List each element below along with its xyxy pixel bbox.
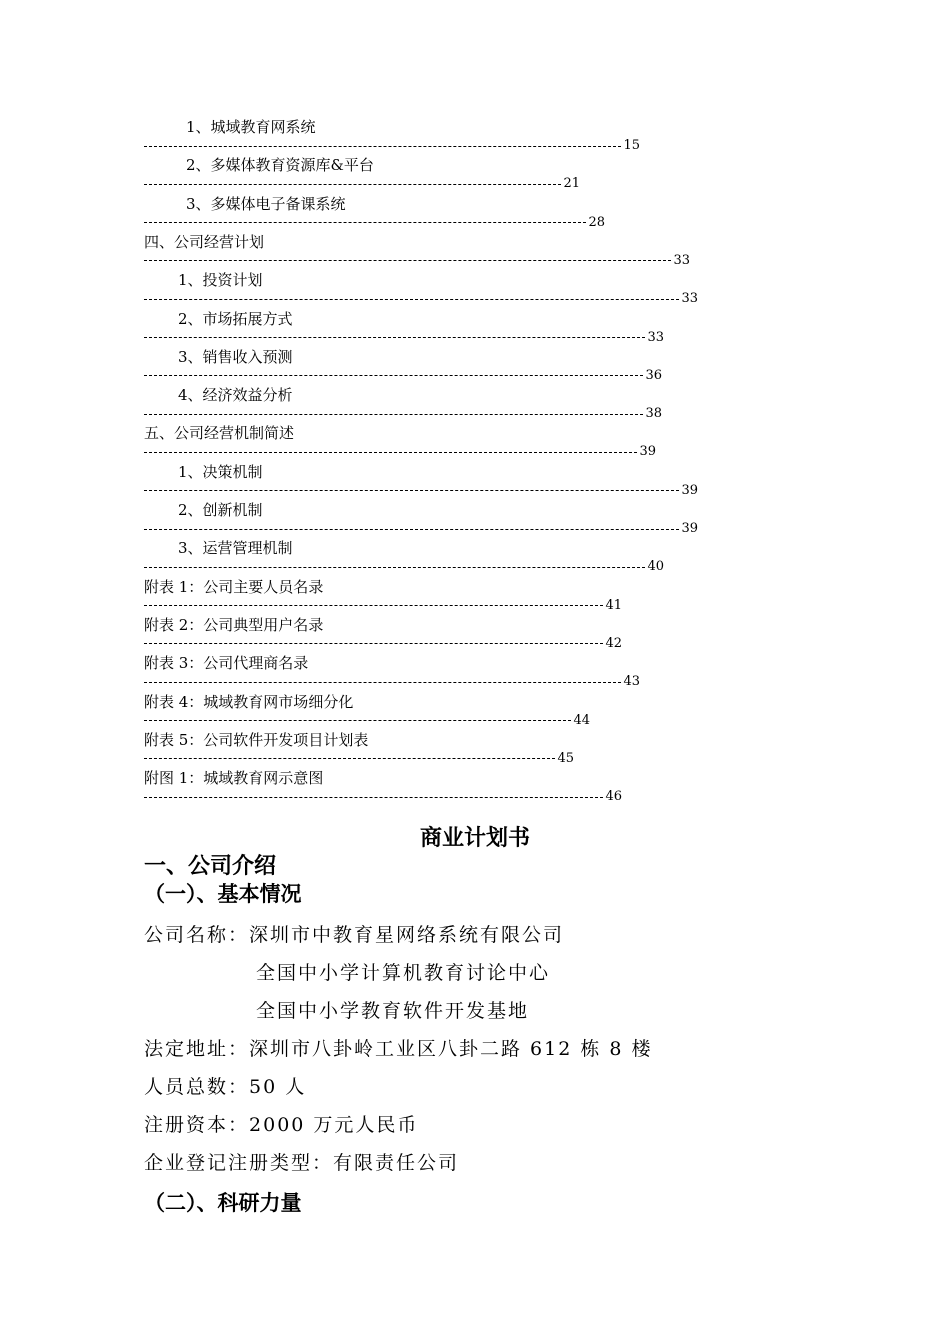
document-title: 商业计划书: [419, 826, 530, 851]
toc-page-number: 42: [605, 635, 622, 651]
toc-entry-title: 3、多媒体电子备课系统: [186, 194, 346, 213]
toc-page-number: 41: [605, 597, 622, 613]
toc-leader: [144, 749, 574, 769]
toc-leader-dots: [144, 758, 555, 759]
toc-leader-dots: [144, 299, 679, 300]
toc-leader-dots: [144, 452, 637, 453]
company-name-line: [144, 922, 564, 948]
toc-page-number: 39: [681, 521, 698, 536]
toc-entry-title: 五、公司经营机制简述: [144, 424, 295, 443]
toc-entry-title: 四、公司经营计划: [144, 232, 265, 251]
toc-leader: [144, 136, 640, 156]
toc-entry[interactable]: [0, 615, 950, 653]
toc-leader-dots: [144, 414, 643, 415]
toc-leader: [144, 251, 690, 271]
toc-entry-title: 3、销售收入预测: [178, 347, 293, 366]
toc-page-number: 40: [647, 559, 664, 575]
capital-line: [144, 1112, 418, 1138]
toc-entry-title: 附表 5：公司软件开发项目计划表: [144, 730, 369, 749]
toc-entry[interactable]: [0, 232, 950, 270]
toc-page-number: 15: [623, 138, 640, 153]
toc-entry[interactable]: [0, 500, 950, 538]
toc-entry[interactable]: [0, 692, 950, 730]
toc-entry[interactable]: [0, 768, 950, 806]
toc-leader: [144, 634, 622, 654]
registration-type-line: [144, 1150, 459, 1176]
registration-type-value: 有限责任公司: [333, 1152, 460, 1174]
toc-entry-title: 2、创新机制: [178, 501, 263, 519]
toc-leader: [144, 366, 662, 386]
company-alias-2: 全国中小学教育软件开发基地: [256, 1000, 530, 1022]
toc-page-number: 36: [645, 367, 662, 383]
toc-leader-dots: [144, 260, 671, 261]
toc-entry[interactable]: [0, 730, 950, 768]
toc-leader-dots: [144, 375, 643, 376]
toc-leader: [144, 596, 622, 616]
staff-line: [144, 1074, 306, 1100]
toc-page-number: 39: [681, 482, 698, 498]
toc-entry[interactable]: [0, 347, 950, 385]
toc-leader-dots: [144, 184, 561, 185]
toc-leader-dots: [144, 605, 603, 606]
toc-leader: [144, 557, 664, 577]
toc-leader-dots: [144, 567, 645, 568]
registration-type-label: 企业登记注册类型：: [144, 1152, 334, 1174]
toc-leader-dots: [144, 643, 603, 644]
toc-entry-title: 4、经济效益分析: [178, 386, 293, 405]
toc-page-number: 33: [681, 291, 698, 307]
address-value: 深圳市八卦岭工业区八卦二路 612 栋 8 楼: [249, 1038, 653, 1060]
toc-page-number: 39: [639, 444, 656, 460]
toc-leader-dots: [144, 797, 603, 798]
toc-entry-title: 附表 4：城域教育网市场细分化: [144, 692, 354, 711]
toc-leader-dots: [144, 529, 679, 530]
toc-page-number: 33: [647, 329, 664, 345]
toc-entry-title: 3、运营管理机制: [178, 539, 293, 558]
toc-leader: [144, 787, 622, 807]
toc-entry-title: 1、投资计划: [178, 271, 263, 290]
staff-value: 50 人: [249, 1076, 307, 1098]
toc-entry-title: 附表 3：公司代理商名录: [144, 654, 309, 673]
toc-leader: [144, 481, 698, 501]
toc-entry[interactable]: [0, 653, 950, 691]
company-name-value: 深圳市中教育星网络系统有限公司: [249, 924, 565, 946]
toc-entry-title: 2、市场拓展方式: [178, 309, 293, 328]
toc-entry-title: 1、决策机制: [178, 462, 263, 481]
subsection-heading-basic-info: （一）、基本情况: [144, 882, 302, 906]
toc-entry[interactable]: [0, 117, 950, 155]
toc-leader: [144, 672, 640, 692]
toc-entry-title: 附表 1：公司主要人员名录: [144, 577, 324, 596]
toc-page-number: 28: [588, 214, 605, 230]
toc-leader: [144, 442, 656, 462]
company-alias-1: 全国中小学计算机教育讨论中心: [256, 962, 551, 984]
toc-entry[interactable]: [0, 309, 950, 347]
toc-entry-title: 1、城域教育网系统: [186, 118, 316, 136]
toc-leader-dots: [144, 222, 586, 223]
subsection-heading-research: （二）、科研力量: [144, 1191, 302, 1215]
toc-page-number: 45: [557, 750, 574, 766]
address-label: 法定地址：: [144, 1038, 250, 1060]
toc-leader: [144, 711, 590, 731]
toc-entry-title: 附图 1：城域教育网示意图: [144, 769, 324, 788]
toc-page-number: 21: [563, 176, 580, 192]
toc-leader: [144, 174, 580, 194]
toc-leader-dots: [144, 490, 679, 491]
toc-leader: [144, 519, 698, 539]
capital-value: 2000 万元人民币: [249, 1114, 419, 1136]
toc-leader: [144, 404, 662, 424]
toc-entry[interactable]: [0, 194, 950, 232]
toc-entry[interactable]: [0, 538, 950, 576]
staff-label: 人员总数：: [144, 1076, 250, 1098]
toc-page-number: 44: [573, 712, 590, 728]
toc-entry[interactable]: [0, 462, 950, 500]
toc-entry[interactable]: [0, 423, 950, 461]
toc-leader-dots: [144, 337, 645, 338]
company-name-label: 公司名称：: [144, 924, 250, 946]
toc-page-number: 43: [623, 674, 640, 690]
toc-entry[interactable]: [0, 385, 950, 423]
toc-leader: [144, 289, 698, 309]
toc-entry[interactable]: [0, 155, 950, 193]
toc-page-number: 38: [645, 406, 662, 422]
toc-entry-title: 附表 2：公司典型用户名录: [144, 615, 324, 634]
toc-entry-title: 2、多媒体教育资源库&平台: [186, 156, 374, 175]
toc-entry[interactable]: [0, 270, 950, 308]
toc-page-number: 46: [605, 789, 622, 805]
toc-leader-dots: [144, 720, 571, 721]
toc-entry[interactable]: [0, 577, 950, 615]
toc-page-number: 33: [673, 252, 690, 268]
address-line: [144, 1036, 653, 1062]
toc-leader: [144, 213, 605, 233]
capital-label: 注册资本：: [144, 1114, 250, 1136]
toc-leader: [144, 328, 664, 348]
toc-leader-dots: [144, 682, 621, 683]
toc-leader-dots: [144, 146, 621, 147]
section-heading-company-intro: 一、公司介绍: [144, 854, 277, 879]
